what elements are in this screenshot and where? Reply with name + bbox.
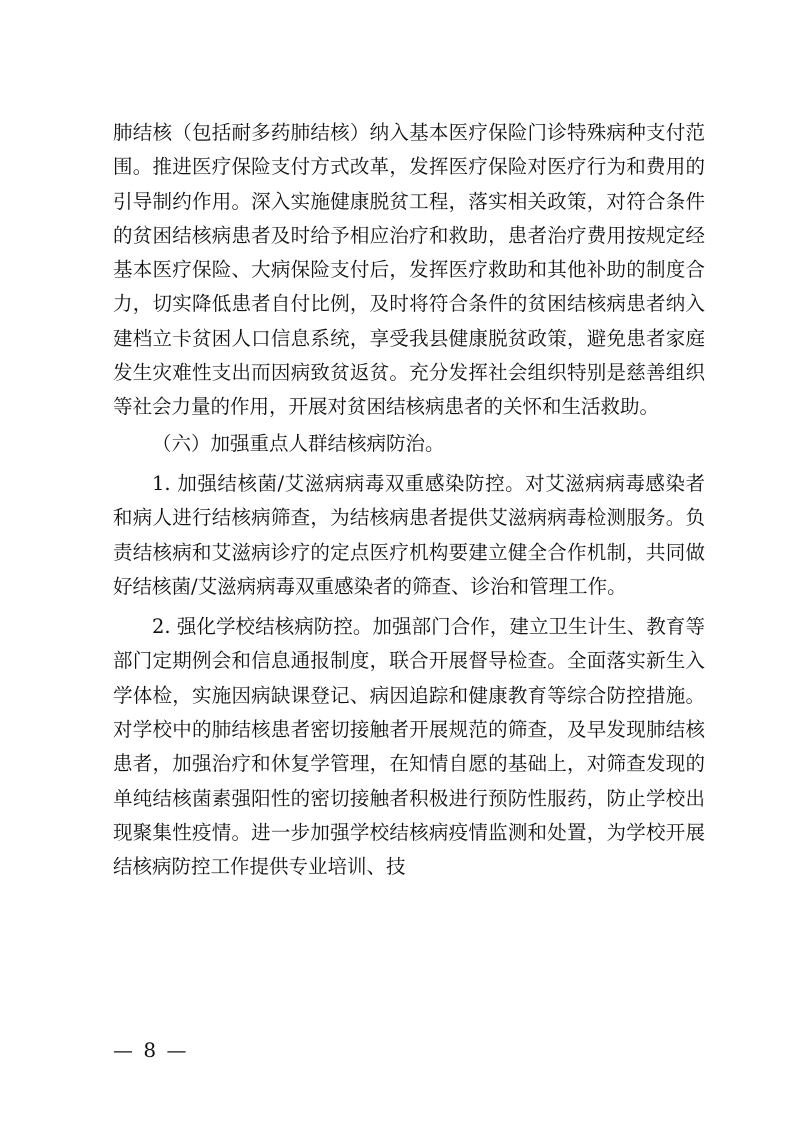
paragraph-item-2: 2. 强化学校结核病防控。加强部门合作，建立卫生计生、教育等部门定期例会和信息通报制度，联合开展督导检查。全面落实新生入学体检，实施因病缺课登记、病因追踪和健康教育等综合防控措施。对学校中的肺结核患者密切接触者开展规范的筛查，及早发现肺结核患者，加强治疗和休复学管理，在知情自愿的基础上，对筛查发现的单纯结核菌素强阳性的密切接触者积极进行预防性服药，防止学校出现聚集性疫情。进一步加强学校结核病疫情监测和处置，为学校开展结核病防控工作提供专业培训、技 — [113, 615, 705, 879]
paragraph-item-1: 1. 加强结核菌/艾滋病病毒双重感染防控。对艾滋病病毒感染者和病人进行结核病筛查，为结核病患者提供艾滋病病毒检测服务。负责结核病和艾滋病诊疗的定点医疗机构要建立健全合作机制，共同做好结核菌/艾滋病病毒双重感染者的筛查、诊治和管理工作。 — [113, 471, 705, 598]
body-text — [113, 116, 705, 885]
paragraph-continuation: 肺结核（包括耐多药肺结核）纳入基本医疗保险门诊特殊病种支付范围。推进医疗保险支付方式改革，发挥医疗保险对医疗行为和费用的引导制约作用。深入实施健康脱贫工程，落实相关政策，对符合条件的贫困结核病患者及时给予相应治疗和救助，患者治疗费用按规定经基本医疗保险、大病保险支付后，发挥医疗救助和其他补助的制度合力，切实降低患者自付比例，及时将符合条件的贫困结核病患者纳入建档立卡贫困人口信息系统，享受我县健康脱贫政策，避免患者家庭发生灾难性支出而因病致贫返贫。充分发挥社会组织特别是慈善组织等社会力量的作用，开展对贫困结核病患者的关怀和生活救助。 — [113, 121, 705, 419]
page-number: — 8 — — [113, 1038, 189, 1062]
section-heading: （六）加强重点人群结核病防治。 — [152, 431, 445, 455]
